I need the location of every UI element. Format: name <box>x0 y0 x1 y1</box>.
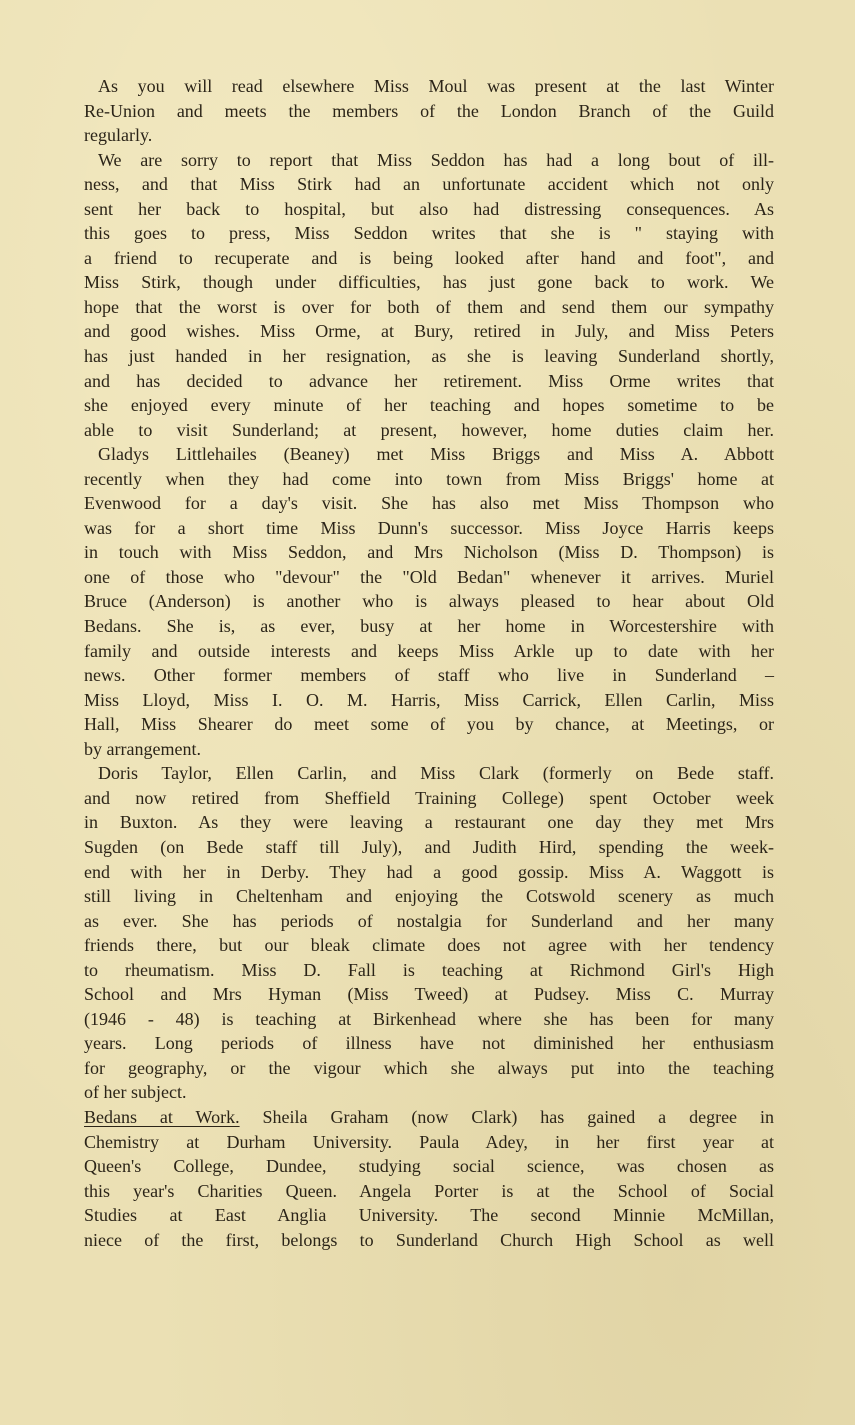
text-line: this year's Charities Queen. Angela Porter is at the School of Social <box>84 1180 774 1201</box>
text-line: by arrangement. <box>84 738 201 759</box>
text-line: family and outside interests and keeps Miss Arkle up to date with her <box>84 640 774 661</box>
text-line: news. Other former members of staff who live in Sunderland – <box>84 665 774 686</box>
text-line: (1946 - 48) is teaching at Birkenhead where she has been for many <box>84 1008 774 1029</box>
text-line: able to visit Sunderland; at present, however, home duties claim her. <box>84 419 774 440</box>
text-line: Miss Lloyd, Miss I. O. M. Harris, Miss Carrick, Ellen Carlin, Miss <box>84 689 774 710</box>
text-line: sent her back to hospital, but also had distressing consequences. As <box>84 198 774 219</box>
text-line: Bedans. She is, as ever, busy at her home in Worcestershire with <box>84 616 774 637</box>
text-line: Sugden (on Bede staff till July), and Judith Hird, spending the week- <box>84 836 774 857</box>
document-text <box>84 74 774 1252</box>
text-line: and good wishes. Miss Orme, at Bury, retired in July, and Miss Peters <box>84 321 774 342</box>
text-line: Chemistry at Durham University. Paula Adey, in her first year at <box>84 1131 774 1152</box>
text-line: this goes to press, Miss Seddon writes that she is " staying with <box>84 223 774 244</box>
text-line: ness, and that Miss Stirk had an unfortunate accident which not only <box>84 174 774 195</box>
text-line: and has decided to advance her retirement. Miss Orme writes that <box>84 370 774 391</box>
text-line: one of those who "devour" the "Old Bedan" whenever it arrives. Muriel <box>84 566 774 587</box>
text-line: Evenwood for a day's visit. She has also met Miss Thompson who <box>84 493 774 514</box>
text-line: as ever. She has periods of nostalgia for Sunderland and her many <box>84 910 774 931</box>
text-line: Gladys Littlehailes (Beaney) met Miss Briggs and Miss A. Abbott <box>98 444 774 465</box>
text-line: niece of the first, belongs to Sunderland Church High School as well <box>84 1229 774 1250</box>
bedans-at-work-paragraph <box>84 1130 774 1253</box>
text-line: in touch with Miss Seddon, and Mrs Nicholson (Miss D. Thompson) is <box>84 542 774 563</box>
bedans-first-line-text: Sheila Graham (now Clark) has gained a degree in <box>262 1106 774 1127</box>
text-line: in Buxton. As they were leaving a restaurant one day they met Mrs <box>84 812 774 833</box>
text-line: We are sorry to report that Miss Seddon has had a long bout of ill- <box>98 149 774 170</box>
text-line: a friend to recuperate and is being looked after hand and foot", and <box>84 247 774 268</box>
text-line: Hall, Miss Shearer do meet some of you by chance, at Meetings, or <box>84 714 774 735</box>
text-line: School and Mrs Hyman (Miss Tweed) at Pudsey. Miss C. Murray <box>84 984 774 1005</box>
body-paragraphs <box>84 74 774 1105</box>
text-line: hope that the worst is over for both of them and send them our sympathy <box>84 296 774 317</box>
text-line: Studies at East Anglia University. The second Minnie McMillan, <box>84 1205 774 1226</box>
text-line: years. Long periods of illness have not diminished her enthusiasm <box>84 1033 774 1054</box>
text-line: of her subject. <box>84 1082 187 1103</box>
text-line: for geography, or the vigour which she always put into the teaching <box>84 1057 774 1078</box>
text-line: Miss Stirk, though under difficulties, has just gone back to work. We <box>84 272 774 293</box>
text-line: recently when they had come into town from Miss Briggs' home at <box>84 468 774 489</box>
text-line: she enjoyed every minute of her teaching and hopes sometime to be <box>84 395 774 416</box>
text-line: to rheumatism. Miss D. Fall is teaching at Richmond Girl's High <box>84 959 774 980</box>
text-line: end with her in Derby. They had a good gossip. Miss A. Waggott is <box>84 861 774 882</box>
text-line: Bruce (Anderson) is another who is always pleased to hear about Old <box>84 591 774 612</box>
text-line: Queen's College, Dundee, studying social science, was chosen as <box>84 1156 774 1177</box>
text-line: Re-Union and meets the members of the London Branch of the Guild <box>84 100 774 121</box>
text-line: Doris Taylor, Ellen Carlin, and Miss Clark (formerly on Bede staff. <box>98 763 774 784</box>
text-line: As you will read elsewhere Miss Moul was present at the last Winter <box>98 76 774 96</box>
bedans-at-work-heading: Bedans at Work. <box>84 1106 240 1127</box>
text-line: was for a short time Miss Dunn's successor. Miss Joyce Harris keeps <box>84 517 774 538</box>
text-line: regularly. <box>84 125 153 146</box>
bedans-at-work-first-line <box>84 1105 774 1130</box>
text-line: friends there, but our bleak climate does not agree with her tendency <box>84 935 774 956</box>
text-line: has just handed in her resignation, as she is leaving Sunderland shortly, <box>84 346 774 367</box>
text-line: and now retired from Sheffield Training College) spent October week <box>84 787 774 808</box>
text-line: still living in Cheltenham and enjoying the Cotswold scenery as much <box>84 886 774 907</box>
